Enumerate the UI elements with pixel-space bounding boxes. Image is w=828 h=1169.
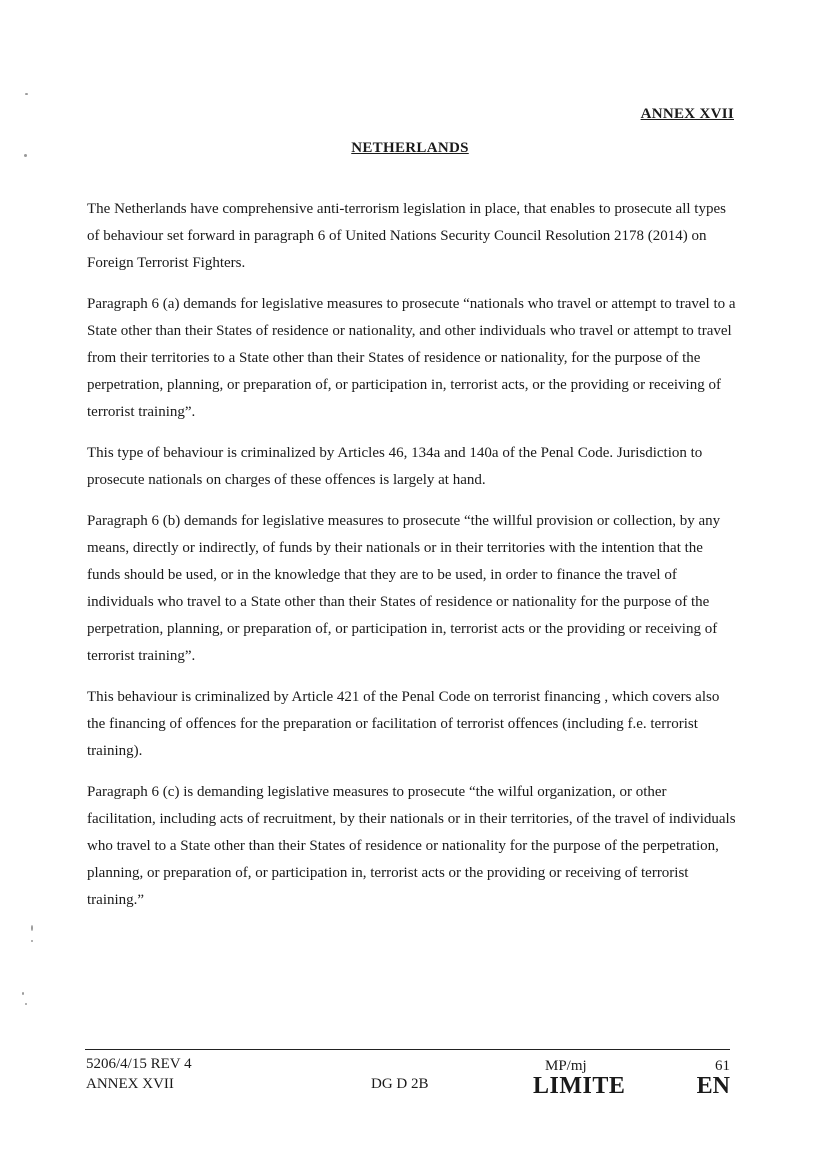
page-title: NETHERLANDS bbox=[351, 140, 469, 156]
scan-speck bbox=[25, 1003, 27, 1005]
footer-divider bbox=[85, 1049, 730, 1050]
scan-speck bbox=[31, 925, 33, 931]
paragraph-6a-response: This type of behaviour is criminalized by Articles 46, 134a and 140a of the Penal Code. Jurisdiction to prosecute nationals on charges of these offences is largely at hand. bbox=[87, 445, 703, 488]
paragraph-6c-quote: Paragraph 6 (c) is demanding legislative measures to prosecute “the wilful organization, or other facilitation, including acts of recruitment, by their nationals or in their territories, of the travel of individuals who travel to a State other than their States of residence or nationality for the purpose of the perpetration, planning, or preparation of, or participation in, terrorist acts or the providing or receiving of terrorist training.” bbox=[87, 784, 736, 908]
scan-speck bbox=[25, 93, 28, 95]
footer-page-number: 61 bbox=[715, 1058, 730, 1074]
paragraph-6b-response: This behaviour is criminalized by Article 421 of the Penal Code on terrorist financing , which covers also the financing of offences for the preparation or facilitation of terrorist offences (including f.e. terrorist training). bbox=[87, 689, 720, 759]
scan-speck bbox=[24, 154, 27, 157]
footer-annex: ANNEX XVII bbox=[86, 1076, 174, 1092]
paragraph-6a-quote: Paragraph 6 (a) demands for legislative measures to prosecute “nationals who travel or attempt to travel to a State other than their States of residence or nationality, and other individuals who travel or attempt to travel from their territories to a State other than their States of residence or nationality, for the purpose of the perpetration, planning, or preparation of, or participation in, terrorist acts, or the providing or receiving of terrorist training”. bbox=[87, 296, 736, 420]
footer-classification: LIMITE bbox=[533, 1073, 626, 1099]
annex-label: ANNEX XVII bbox=[640, 106, 734, 122]
paragraph-6b-quote: Paragraph 6 (b) demands for legislative measures to prosecute “the willful provision or collection, by any means, directly or indirectly, of funds by their nationals or in their territories with the intention that the funds should be used, or in the knowledge that they are to be used, in order to finance the travel of individuals who travel to a State other than their States of residence or nationality for the purpose of the perpetration, planning, or preparation of, or participation in, terrorist acts or the providing or receiving of terrorist training”. bbox=[87, 513, 721, 664]
scan-speck bbox=[31, 940, 33, 942]
footer-doc-ref: 5206/4/15 REV 4 bbox=[86, 1056, 192, 1072]
footer-dg: DG D 2B bbox=[371, 1076, 429, 1092]
paragraph-intro: The Netherlands have comprehensive anti-terrorism legislation in place, that enables to prosecute all types of behaviour set forward in paragraph 6 of United Nations Security Council Resolution 2178 (2014) on Foreign Terrorist Fighters. bbox=[87, 201, 726, 271]
footer-initials: MP/mj bbox=[545, 1058, 587, 1074]
scan-speck bbox=[22, 992, 24, 995]
document-body bbox=[87, 196, 737, 928]
footer-language: EN bbox=[696, 1073, 730, 1099]
